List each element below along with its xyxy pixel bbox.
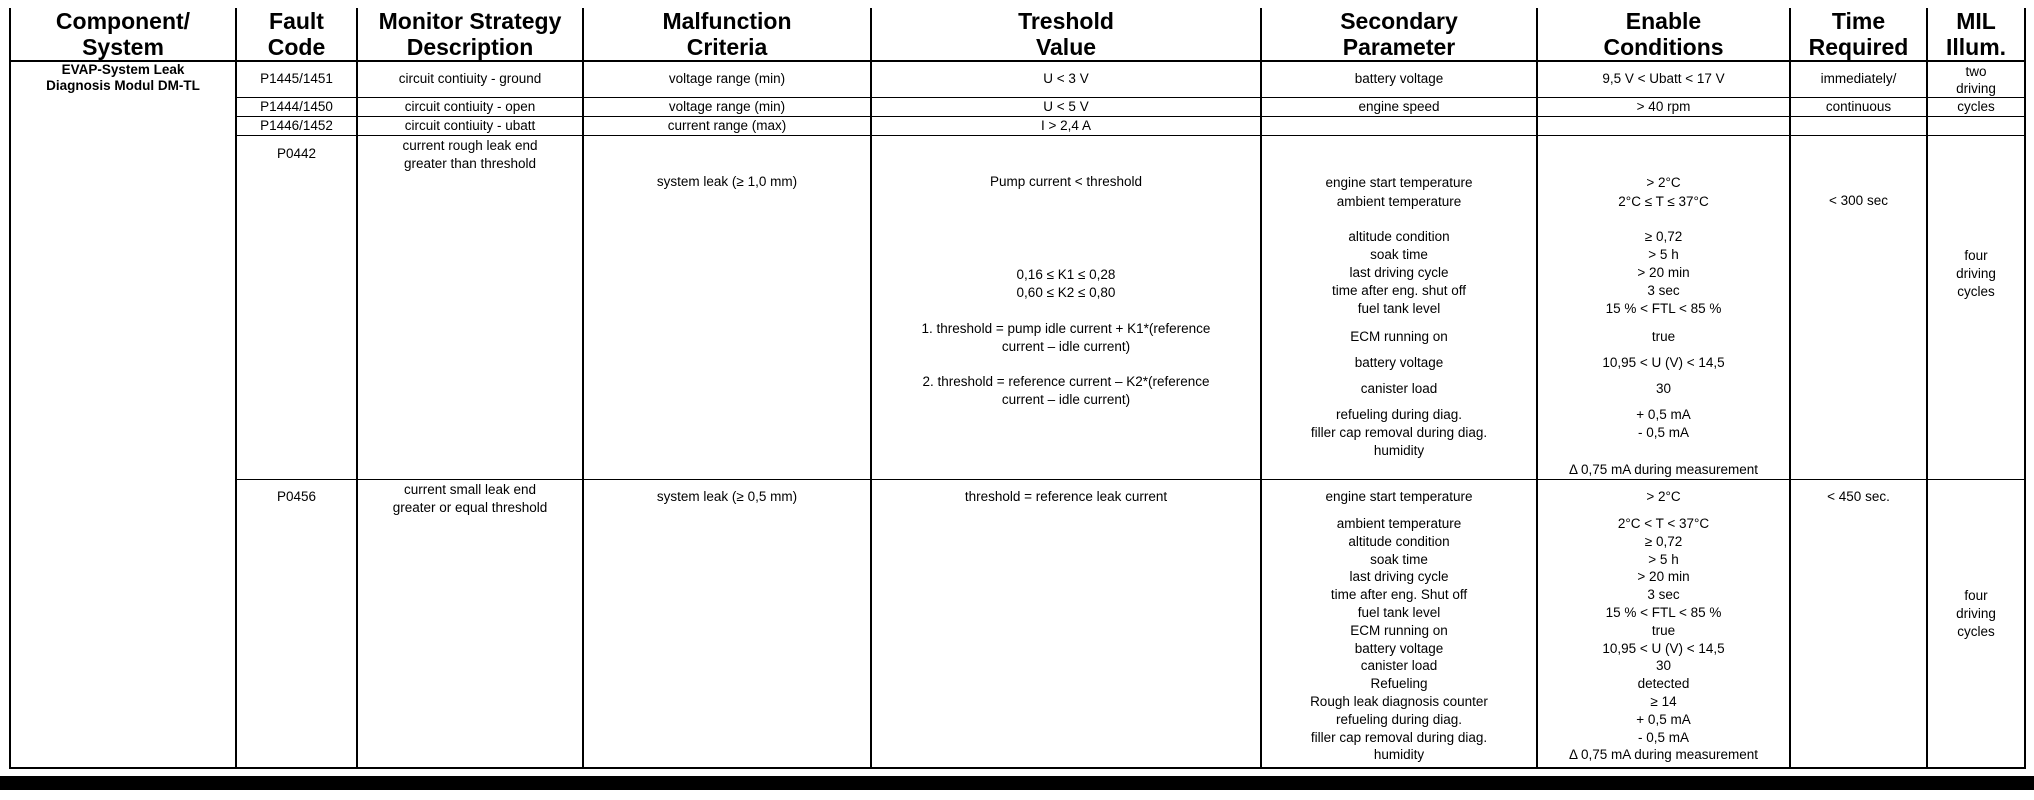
- p0442-monitor: current rough leak end greater than threshold: [402, 138, 538, 171]
- circuit-row-3-threshold: I > 2,4 A: [1041, 118, 1091, 133]
- table-bottom-rule: [9, 767, 2026, 769]
- circuit-row-1-threshold: U < 3 V: [1043, 71, 1089, 86]
- p0442-secondary-c: refueling during diag. filler cap removal during diag. humidity: [1310, 407, 1488, 458]
- header-component: Component/ System: [55, 8, 191, 60]
- p0456-secondary-list: ambient temperature altitude condition soak time last driving cycle time after eng. Shut off fuel tank level ECM running on battery voltage canister load Refueling Rough leak diagnosis counter refueling during diag. filler cap removal during diag. humidity: [1310, 516, 1488, 763]
- p0442-enable-a: > 2°C 2°C ≤ T ≤ 37°C: [1618, 175, 1709, 209]
- circuit-row-1-enable: 9,5 V < Ubatt < 17 V: [1602, 71, 1725, 86]
- row-divider: [235, 135, 2026, 136]
- p0442-formula-2: 2. threshold = reference current – K2*(reference current – idle current): [922, 374, 1210, 407]
- circuit-row-2-secondary: engine speed: [1358, 99, 1440, 114]
- header-monitor-strategy: Monitor Strategy Description: [378, 8, 562, 60]
- header-malfunction-criteria: Malfunction Criteria: [662, 8, 792, 60]
- circuit-mil-line-1: two: [1965, 64, 1987, 79]
- header-bottom-rule: [9, 60, 2026, 62]
- circuit-row-1-time: immediately/: [1820, 71, 1897, 86]
- p0442-criteria: system leak (≥ 1,0 mm): [656, 174, 798, 189]
- circuit-row-3-code: P1446/1452: [260, 118, 333, 133]
- p0456-secondary-first: engine start temperature: [1325, 489, 1473, 504]
- p0442-ecm-label: ECM running on: [1350, 329, 1448, 344]
- table-border-right: [2024, 8, 2026, 768]
- p0442-mil: four driving cycles: [1956, 248, 1996, 299]
- header-time-required: Time Required: [1808, 8, 1909, 60]
- p0456-threshold: threshold = reference leak current: [964, 489, 1168, 504]
- p0456-time: < 450 sec.: [1827, 489, 1890, 504]
- circuit-row-2-threshold: U < 5 V: [1043, 99, 1089, 114]
- circuit-row-1-monitor: circuit contiuity - ground: [398, 71, 542, 86]
- p0442-k-values: 0,16 ≤ K1 ≤ 0,28 0,60 ≤ K2 ≤ 0,80: [1016, 267, 1116, 300]
- header-enable-conditions: Enable Conditions: [1603, 8, 1724, 60]
- row-divider: [235, 479, 2026, 480]
- p0456-monitor: current small leak end greater or equal threshold: [392, 482, 548, 515]
- p0442-time: < 300 sec: [1829, 193, 1888, 208]
- circuit-row-1-code: P1445/1451: [260, 71, 333, 86]
- p0456-enable-first: > 2°C: [1646, 489, 1681, 504]
- p0442-secondary-b: altitude condition soak time last driving cycle time after eng. shut off fuel tank level: [1331, 229, 1467, 316]
- p0442-formula-1: 1. threshold = pump idle current + K1*(reference current – idle current): [921, 321, 1211, 354]
- circuit-row-2-criteria: voltage range (min): [668, 99, 786, 114]
- p0442-canister-value: 30: [1655, 381, 1672, 396]
- p0442-threshold-main: Pump current < threshold: [990, 174, 1142, 189]
- header-threshold-value: Treshold Value: [1018, 8, 1114, 60]
- circuit-row-1-secondary: battery voltage: [1354, 71, 1444, 86]
- circuit-row-3-criteria: current range (max): [667, 118, 787, 133]
- header-secondary-parameter: Secondary Parameter: [1340, 8, 1458, 60]
- table-border-left: [9, 8, 11, 768]
- circuit-row-2-enable: > 40 rpm: [1636, 99, 1691, 114]
- header-mil-illum: MIL Illum.: [1945, 8, 2007, 60]
- p0456-enable-list: 2°C < T < 37°C ≥ 0,72 > 5 h > 20 min 3 sec 15 % < FTL < 85 % true 10,95 < U (V) < 14,5 30 detected ≥ 14 + 0,5 mA - 0,5 mA Δ 0,75 mA during measurement: [1568, 516, 1759, 763]
- p0442-secondary-a: engine start temperature ambient temperature: [1325, 175, 1473, 209]
- header-fault-code: Fault Code: [267, 8, 326, 60]
- p0442-canister-label: canister load: [1360, 381, 1438, 396]
- circuit-row-3-monitor: circuit contiuity - ubatt: [404, 118, 536, 133]
- col-divider: [1926, 8, 1928, 768]
- page-footer-bar: [0, 776, 2034, 790]
- circuit-row-2-monitor: circuit contiuity - open: [404, 99, 536, 114]
- p0442-enable-b: ≥ 0,72 > 5 h > 20 min 3 sec 15 % < FTL < 85 %: [1605, 229, 1722, 316]
- circuit-row-1-criteria: voltage range (min): [668, 71, 786, 86]
- col-divider: [1789, 8, 1791, 768]
- p0456-code: P0456: [276, 489, 317, 504]
- p0442-battery-label: battery voltage: [1354, 355, 1444, 370]
- circuit-row-2-code: P1444/1450: [260, 99, 333, 114]
- p0442-enable-c: + 0,5 mA - 0,5 mA: [1636, 407, 1691, 440]
- circuit-mil-line-3: cycles: [1957, 99, 1995, 114]
- p0442-measurement: Δ 0,75 mA during measurement: [1568, 462, 1759, 477]
- p0456-mil: four driving cycles: [1956, 588, 1996, 639]
- component-name: EVAP-System Leak Diagnosis Modul DM-TL: [46, 62, 200, 93]
- circuit-mil-line-2: driving: [1956, 81, 1996, 96]
- p0442-battery-value: 10,95 < U (V) < 14,5: [1602, 355, 1725, 370]
- p0442-code: P0442: [276, 146, 317, 161]
- circuit-row-2-time: continuous: [1825, 99, 1892, 114]
- p0442-ecm-value: true: [1651, 329, 1676, 344]
- p0456-criteria: system leak (≥ 0,5 mm): [656, 489, 798, 504]
